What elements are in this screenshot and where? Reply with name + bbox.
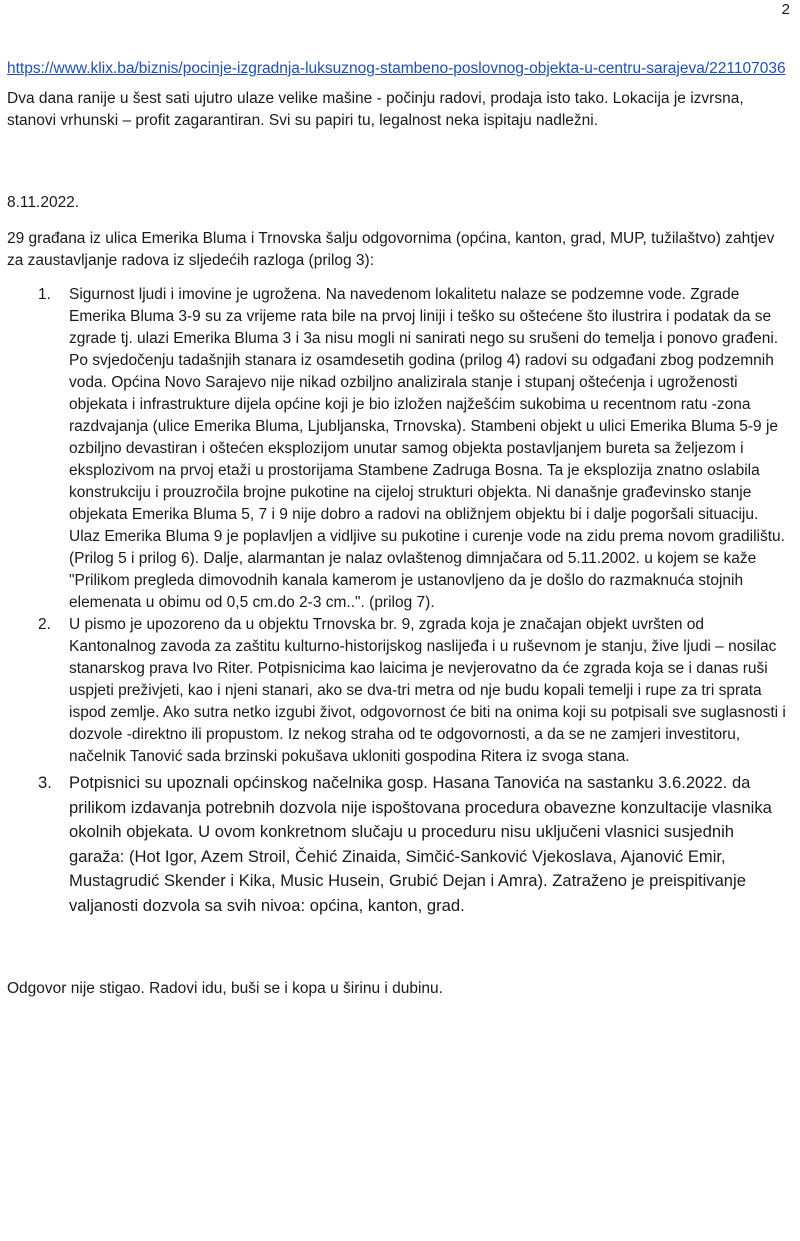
document-body	[7, 58, 792, 1000]
page-number: 2	[781, 1, 790, 18]
article-link[interactable]: https://www.klix.ba/biznis/pocinje-izgradnja-luksuznog-stambeno-poslovnog-objekta-u-centru-sarajeva/221107036	[7, 60, 786, 77]
list-number: 2.	[38, 616, 51, 633]
list-item	[38, 614, 792, 768]
list-item-text: Potpisnici su upoznali općinskog načelnika gosp. Hasana Tanovića na sastanku 3.6.2022. da prilikom izdavanja potrebnih dozvola nije ispoštovana procedura obavezne konzultacije vlasnika okolnih objekata. U ovom konkretnom slučaju u proceduru nisu uključeni vlasnici susjednih garaža: (Hot Igor, Azem Stroil, Čehić Zinaida, Simčić-Sanković Vjekoslava, Ajanović Emir, Mustagrudić Skender i Kika, Music Husein, Grubić Dejan i Amra). Zatraženo je preispitivanje valjanosti dozvola sa svih nivoa: općina, kanton, grad.	[69, 773, 772, 915]
list-item-text: Sigurnost ljudi i imovine je ugrožena. Na navedenom lokalitetu nalaze se podzemne vode. Zgrade Emerika Bluma 3-9 su za vrijeme rata bile na prvoj liniji i teško su oštećene što ilustrira i podatak da se zgrade tj. ulazi Emerika Bluma 3 i 3a nisu mogli ni sanirati nego su srušeni do temelja i ponovo građeni. Po svjedočenju tadašnjih stanara iz osamdesetih godina (prilog 4) radovi su odgađani zbog podzemnih voda. Općina Novo Sarajevo nije nikad ozbiljno analizirala stanje i stupanj oštećenja i ugroženosti objekata i infrastrukture dijela općine koji je bio izložen najžešćim sukobima u recentnom ratu -zona razdvajanja (ulice Emerika Bluma, Ljubljanska, Trnovska). Stambeni objekt u ulici Emerika Bluma 5-9 je ozbiljno devastiran i oštećen eksplozijom unutar samog objekta postavljanjem bureta sa željezom i eksplozivom na prvoj etaži u prostorijama Stambene Zadruga Bosna. Ta je eksplozija znatno oslabila konstrukciju i prouzročila brojne pukotine na cijeloj strukturi objekta. Ni današnje građevinsko stanje objekata Emerika Bluma 5, 7 i 9 nije dobro a radovi na obližnjem objektu bi i dalje pogoršali situaciju. Ulaz Emerika Bluma 9 je poplavljen a vidljive su pukotine i curenje vode na zidu prema novom gradilištu. (Prilog 5 i prilog 6). Dalje, alarmantan je nalaz ovlaštenog dimnjačara od 5.11.2002. u kojem se kaže "Prilikom pregleda dimovodnih kanala kamerom je ustanovljeno da je došlo do razmaknuća stojnih elemenata u obimu od 0,5 cm.do 2-3 cm..". (prilog 7).	[69, 286, 785, 611]
list-item-text: U pismo je upozoreno da u objektu Trnovska br. 9, zgrada koja je značajan objekt uvršten od Kantonalnog zavoda za zaštitu kulturno-historijskog naslijeđa i u ruševnom je stanju, žive ljudi – nosilac stanarskog prava Ivo Riter. Potpisnicima kao laicima je nevjerovatno da će zgrada koja se i danas ruši uspjeti preživjeti, kao i njeni stanari, ako se dva-tri metra od nje budu kopali temelji i rupe za tri sprata ispod zemlje. Ako sutra netko izgubi život, odgovornost će biti na onima koji su potpisali sve suglasnosti i dozvole -direktno ili propustom. Iz nekog straha od te odgovornosti, a da se ne zamjeri investitoru, načelnik Tanović sada brzinski pokušava ukloniti gospodina Ritera iz svoga stana.	[69, 616, 786, 765]
list-item	[38, 771, 792, 918]
date-line: 8.11.2022.	[7, 194, 80, 211]
citizens-paragraph: 29 građana iz ulica Emerika Bluma i Trnovska šalju odgovornima (općina, kanton, grad, MUP, tužilaštvo) zahtjev za zaustavljanje radova iz sljedećih razloga (prilog 3):	[7, 230, 775, 269]
list-number: 3.	[38, 773, 52, 792]
reasons-list	[7, 284, 792, 918]
list-item	[38, 284, 792, 614]
list-number: 1.	[38, 286, 51, 303]
intro-paragraph: Dva dana ranije u šest sati ujutro ulaze velike mašine - počinju radovi, prodaja isto tako. Lokacija je izvrsna, stanovi vrhunski – profit zagarantiran. Svi su papiri tu, legalnost neka ispitaju nadležni.	[7, 90, 744, 129]
final-paragraph: Odgovor nije stigao. Radovi idu, buši se i kopa u širinu i dubinu.	[7, 980, 443, 997]
